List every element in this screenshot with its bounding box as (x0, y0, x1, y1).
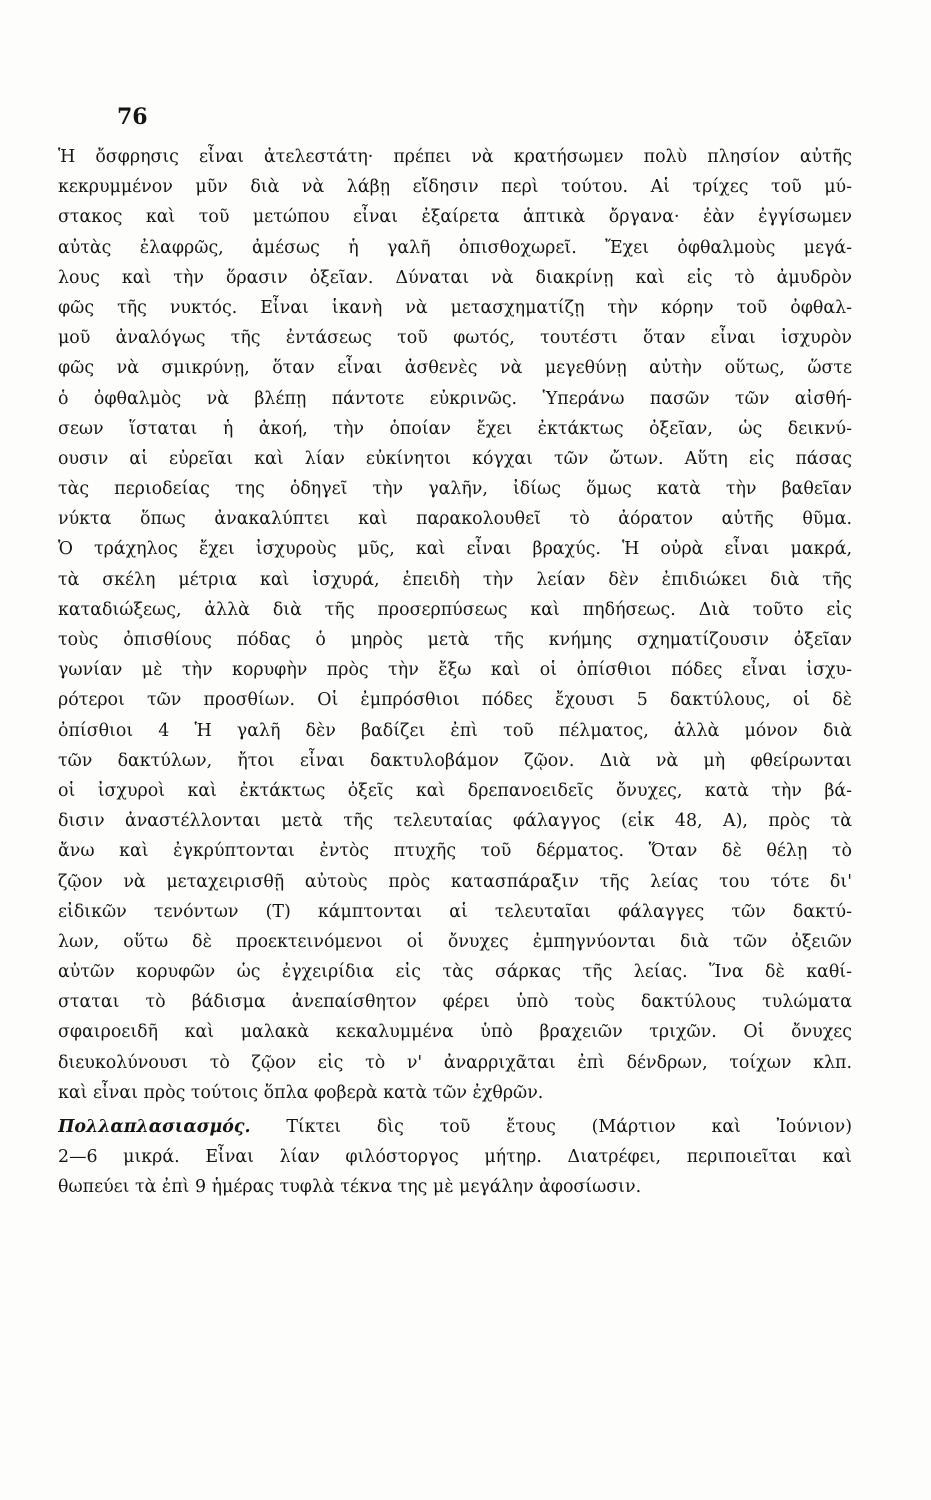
section-heading: Πολλαπλασιασμός. (58, 1117, 251, 1137)
text-line (58, 1112, 852, 1142)
body-text (58, 142, 852, 1203)
text-line: δισιν ἀναστέλλονται μετὰ τῆς τελευταίας φάλαγγος (εἰκ 48, Α), πρὸς τὰ (58, 811, 852, 832)
text-line: ρότεροι τῶν προσθίων. Οἱ ἐμπρόσθιοι πόδες ἔχουσι 5 δακτύλους, οἱ δὲ (58, 690, 852, 711)
text-line: τοὺς ὀπισθίους πόδας ὁ μηρὸς μετὰ τῆς κνήμης σχηματίζουσιν ὀξεῖαν (58, 630, 852, 650)
text-line: τὰς περιοδείας της ὁδηγεῖ τὴν γαλῆν, ἰδίως ὅμως κατὰ τὴν βαθεῖαν (58, 479, 852, 500)
text-line: γωνίαν μὲ τὴν κορυφὴν πρὸς τὴν ἔξω καὶ οἱ ὀπίσθιοι πόδες εἶναι ἰσχυ- (58, 660, 852, 681)
text-line: νύκτα ὅπως ἀνακαλύπτει καὶ παρακολουθεῖ τὸ ἀόρατον αὐτῆς θῦμα. (58, 509, 852, 530)
text-line: Ὁ τράχηλος ἔχει ἰσχυροὺς μῦς, καὶ εἶναι βραχύς. Ἡ οὐρὰ εἶναι μακρά, (58, 539, 852, 560)
text-line: σταται τὸ βάδισμα ἀνεπαίσθητον φέρει ὑπὸ τοὺς δακτύλους τυλώματα (58, 992, 852, 1013)
text-line: αὐτὰς ἐλαφρῶς, ἀμέσως ἡ γαλῆ ὀπισθοχωρεῖ. Ἔχει ὀφθαλμοὺς μεγά- (58, 237, 852, 258)
page-number: 76 (117, 104, 148, 130)
text-line: ἄνω καὶ ἐγκρύπτονται ἐντὸς πτυχῆς τοῦ δέρματος. Ὅταν δὲ θέλῃ τὸ (58, 841, 852, 862)
paragraph-reproduction (58, 1112, 852, 1203)
text-line: ὁ ὀφθαλμὸς νὰ βλέπῃ πάντοτε εὐκρινῶς. Ὑπεράνω πασῶν τῶν αἰσθή- (58, 388, 852, 409)
text-line: θωπεύει τὰ ἐπὶ 9 ἡμέρας τυφλὰ τέκνα της μὲ μεγάλην ἀφοσίωσιν. (58, 1177, 642, 1198)
paragraph-description (58, 142, 852, 1108)
text-line: κεκρυμμένον μῦν διὰ νὰ λάβῃ εἴδησιν περὶ τούτου. Αἱ τρίχες τοῦ μύ- (58, 177, 852, 198)
text-line: εἰδικῶν τενόντων (Τ) κάμπτονται αἱ τελευταῖαι φάλαγγες τῶν δακτύ- (58, 901, 852, 922)
text-line: καὶ εἶναι πρὸς τούτοις ὅπλα φοβερὰ κατὰ τῶν ἐχθρῶν. (58, 1082, 544, 1103)
text-line: φῶς νὰ σμικρύνῃ, ὅταν εἶναι ἀσθενὲς νὰ μεγεθύνῃ αὐτὴν οὕτως, ὥστε (58, 358, 852, 379)
text-line: οἱ ἰσχυροὶ καὶ ἐκτάκτως ὀξεῖς καὶ δρεπανοειδεῖς ὄνυχες, κατὰ τὴν βά- (58, 780, 852, 801)
text-line: ὀπίσθιοι 4 Ἡ γαλῆ δὲν βαδίζει ἐπὶ τοῦ πέλματος, ἀλλὰ μόνον διὰ (58, 720, 852, 741)
text-line: ουσιν αἱ εὐρεῖαι καὶ λίαν εὐκίνητοι κόγχαι τῶν ὤτων. Αὕτη εἰς πάσας (58, 448, 852, 469)
text-line: σεων ἵσταται ἡ ἀκοή, τὴν ὁποίαν ἔχει ἐκτάκτως ὀξεῖαν, ὡς δεικνύ- (58, 418, 852, 439)
text-line: τῶν δακτύλων, ἤτοι εἶναι δακτυλοβάμον ζῷον. Διὰ νὰ μὴ φθείρωνται (58, 750, 852, 771)
text-line: καταδιώξεως, ἀλλὰ διὰ τῆς προσερπύσεως καὶ πηδήσεως. Διὰ τοῦτο εἰς (58, 599, 852, 620)
text-line: μοῦ ἀναλόγως τῆς ἐντάσεως τοῦ φωτός, τουτέστι ὅταν εἶναι ἰσχυρὸν (58, 328, 852, 349)
text-line: λων, οὕτω δὲ προεκτεινόμενοι οἱ ὄνυχες ἐμπηγνύονται διὰ τῶν ὀξειῶν (58, 931, 852, 952)
text-line: αὐτῶν κορυφῶν ὡς ἐγχειρίδια εἰς τὰς σάρκας τῆς λείας. Ἵνα δὲ καθί- (58, 962, 852, 983)
text-line: ζῷον νὰ μεταχειρισθῇ αὐτοὺς πρὸς κατασπάραξιν τῆς λείας του τότε δι' (58, 871, 852, 892)
text-run: Τίκτει δὶς τοῦ ἔτους (Μάρτιον καὶ Ἰούνιον) (250, 1117, 852, 1137)
text-line: σφαιροειδῆ καὶ μαλακὰ κεκαλυμμένα ὑπὸ βραχειῶν τριχῶν. Οἱ ὄνυχες (58, 1022, 852, 1043)
text-line: στακος καὶ τοῦ μετώπου εἶναι ἐξαίρετα ἁπτικὰ ὄργανα· ἐὰν ἐγγίσωμεν (58, 207, 852, 228)
text-line: τὰ σκέλη μέτρια καὶ ἰσχυρά, ἐπειδὴ τὴν λείαν δὲν ἐπιδιώκει διὰ τῆς (58, 569, 852, 590)
text-line: διευκολύνουσι τὸ ζῷον εἰς τὸ ν' ἀναρριχᾶται ἐπὶ δένδρων, τοίχων κλπ. (58, 1052, 852, 1073)
text-line: λους καὶ τὴν ὅρασιν ὀξεῖαν. Δύναται νὰ διακρίνῃ καὶ εἰς τὸ ἀμυδρὸν (58, 267, 852, 288)
text-line: 2—6 μικρά. Εἶναι λίαν φιλόστοργος μήτηρ. Διατρέφει, περιποιεῖται καὶ (58, 1147, 852, 1168)
text-line: Ἡ ὄσφρησις εἶναι ἀτελεστάτη· πρέπει νὰ κρατήσωμεν πολὺ πλησίον αὐτῆς (58, 147, 852, 167)
text-line: φῶς τῆς νυκτός. Εἶναι ἱκανὴ νὰ μετασχηματίζῃ τὴν κόρην τοῦ ὀφθαλ- (58, 297, 852, 318)
